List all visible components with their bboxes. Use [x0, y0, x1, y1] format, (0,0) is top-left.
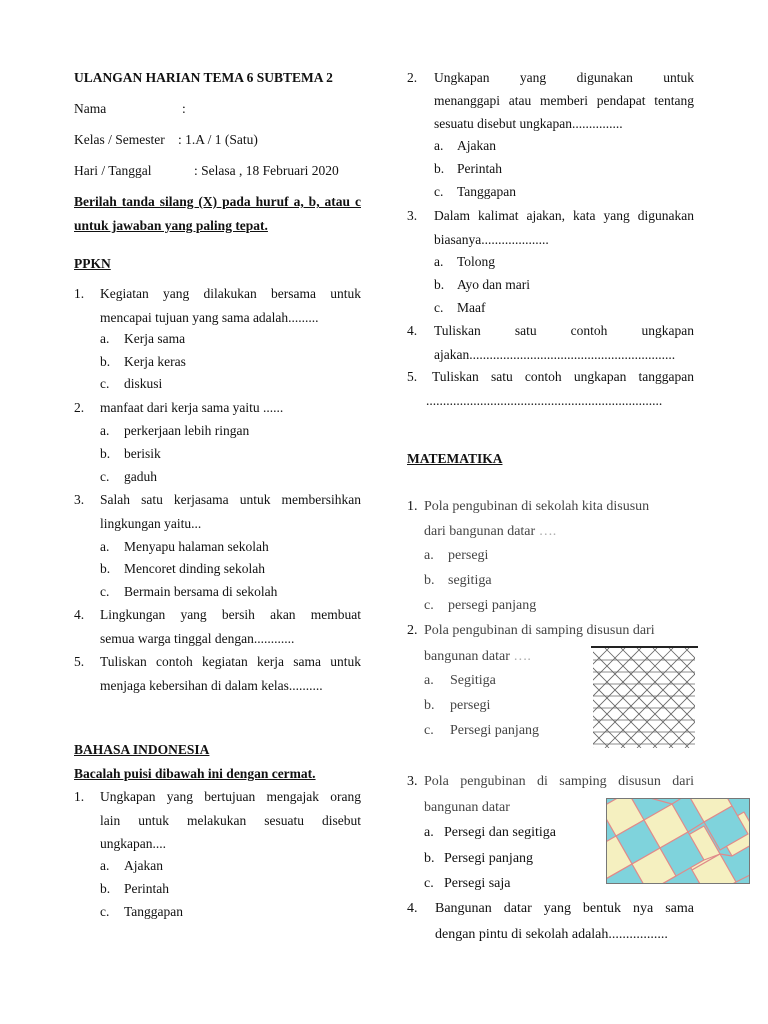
question-text: menanggapi atau memberi pendapat tentang [434, 93, 694, 108]
question-text: menjaga kebersihan di dalam kelas.......... [100, 678, 323, 693]
question-text: Bangunan datar yang bentuk nya sama [435, 901, 694, 916]
option-letter: a. [424, 548, 434, 563]
question-number: 1. [74, 286, 85, 301]
option-letter: a. [100, 858, 110, 873]
option-letter: b. [434, 161, 445, 176]
option-text: Persegi saja [444, 876, 511, 891]
exam-title: ULANGAN HARIAN TEMA 6 SUBTEMA 2 [74, 70, 333, 85]
option-text: Ajakan [124, 858, 163, 873]
option-letter: b. [424, 698, 435, 713]
question-text: Lingkungan yang bersih akan membuat [100, 607, 361, 622]
instruction-line-2: untuk jawaban yang paling tepat. [74, 218, 268, 233]
question-text: Dalam kalimat ajakan, kata yang digunakan [434, 208, 694, 223]
option-letter: c. [100, 584, 110, 599]
question-text: mencapai tujuan yang sama adalah......... [100, 310, 319, 325]
question-text: manfaat dari kerja sama yaitu ...... [100, 400, 284, 415]
question-number: 3. [407, 774, 418, 789]
option-text: Kerja keras [124, 354, 186, 369]
question-number: 4. [407, 323, 418, 338]
option-text: Mencoret dinding sekolah [124, 561, 265, 576]
triangle-tiling-image [591, 646, 698, 750]
question-text: Ungkapan yang digunakan untuk [434, 70, 694, 85]
option-letter: c. [100, 469, 110, 484]
question-text: Tuliskan satu contoh ungkapan tanggapan [432, 369, 694, 384]
nama-label: Nama [74, 101, 107, 116]
question-number: 5. [74, 654, 85, 669]
question-text: Kegiatan yang dilakukan bersama untuk [100, 286, 361, 301]
option-letter: b. [424, 851, 435, 866]
option-letter: b. [424, 573, 435, 588]
question-text: Tuliskan contoh kegiatan kerja sama untuk [100, 654, 361, 669]
option-letter: c. [100, 904, 110, 919]
option-text: Persegi panjang [450, 723, 540, 738]
option-text: persegi [450, 698, 491, 713]
question-text: dengan pintu di sekolah adalah................. [435, 927, 668, 942]
option-letter: b. [100, 354, 111, 369]
bahasa-subheading: Bacalah puisi dibawah ini dengan cermat. [74, 766, 316, 781]
hari-value: : Selasa , 18 Februari 2020 [194, 163, 339, 178]
question-text: bangunan datar …. [424, 649, 531, 664]
ppkn-heading: PPKN [74, 256, 111, 271]
option-letter: c. [100, 376, 110, 391]
question-number: 5. [407, 369, 418, 384]
option-text: persegi panjang [448, 598, 537, 613]
option-letter: c. [424, 876, 434, 891]
option-letter: a. [424, 673, 434, 688]
option-letter: c. [434, 184, 444, 199]
matematika-heading: MATEMATIKA [407, 451, 503, 466]
option-letter: b. [100, 561, 111, 576]
question-text: ajakan............................................................. [434, 347, 676, 362]
question-number: 4. [74, 607, 85, 622]
option-letter: a. [100, 539, 110, 554]
question-text: dari bangunan datar …. [424, 524, 557, 539]
option-text: Persegi panjang [444, 851, 534, 866]
option-text: Ayo dan mari [457, 277, 530, 292]
kelas-label: Kelas / Semester [74, 132, 165, 147]
option-letter: a. [434, 138, 444, 153]
bahasa-heading: BAHASA INDONESIA [74, 742, 210, 757]
question-text: Salah satu kerjasama untuk membersihkan [100, 492, 361, 507]
option-text: perkerjaan lebih ringan [124, 423, 250, 438]
nama-value: : [182, 101, 186, 116]
question-text: Pola pengubinan di samping disusun dari [424, 774, 694, 789]
option-letter: c. [434, 300, 444, 315]
option-text: Segitiga [450, 673, 496, 688]
option-text: Perintah [457, 161, 502, 176]
option-letter: c. [424, 598, 434, 613]
option-letter: a. [434, 254, 444, 269]
question-text: ...................................................................... [426, 393, 663, 408]
option-text: persegi [448, 548, 489, 563]
option-letter: b. [100, 881, 111, 896]
option-text: Tanggapan [124, 904, 184, 919]
option-text: Kerja sama [124, 331, 186, 346]
option-letter: a. [100, 331, 110, 346]
option-text: Perintah [124, 881, 169, 896]
option-letter: a. [424, 825, 434, 840]
question-number: 3. [407, 208, 418, 223]
option-letter: c. [424, 723, 434, 738]
question-text: biasanya.................... [434, 232, 549, 247]
question-number: 2. [74, 400, 85, 415]
option-text: segitiga [448, 573, 492, 588]
option-text: berisik [124, 446, 161, 461]
square-triangle-tiling-image [606, 798, 750, 884]
question-number: 2. [407, 70, 418, 85]
question-text: ungkapan.... [100, 836, 166, 851]
option-text: Tolong [457, 254, 496, 269]
question-text: lain untuk melakukan sesuatu disebut [100, 813, 361, 828]
question-text: bangunan datar [424, 800, 510, 815]
instruction-line-1: Berilah tanda silang (X) pada huruf a, b, atau c [74, 194, 361, 209]
question-number: 2. [407, 623, 418, 638]
option-letter: a. [100, 423, 110, 438]
question-number: 3. [74, 492, 85, 507]
option-letter: b. [434, 277, 445, 292]
question-text: lingkungan yaitu... [100, 516, 202, 531]
question-text: Pola pengubinan di samping disusun dari [424, 623, 655, 638]
option-text: Bermain bersama di sekolah [124, 584, 278, 599]
question-number: 4. [407, 901, 418, 916]
question-text: Pola pengubinan di sekolah kita disusun [424, 499, 650, 514]
question-text: Ungkapan yang bertujuan mengajak orang [100, 789, 361, 804]
question-number: 1. [74, 789, 85, 804]
option-text: diskusi [124, 376, 163, 391]
option-text: Ajakan [457, 138, 496, 153]
question-number: 1. [407, 499, 418, 514]
option-text: Tanggapan [457, 184, 517, 199]
option-text: gaduh [124, 469, 157, 484]
question-text: semua warga tinggal dengan............ [100, 631, 295, 646]
question-text: sesuatu disebut ungkapan............... [434, 116, 623, 131]
question-text: Tuliskan satu contoh ungkapan [434, 323, 694, 338]
kelas-value: : 1.A / 1 (Satu) [178, 132, 258, 147]
option-text: Menyapu halaman sekolah [124, 539, 269, 554]
option-text: Persegi dan segitiga [444, 825, 556, 840]
option-text: Maaf [457, 300, 486, 315]
option-letter: b. [100, 446, 111, 461]
hari-label: Hari / Tanggal [74, 163, 152, 178]
